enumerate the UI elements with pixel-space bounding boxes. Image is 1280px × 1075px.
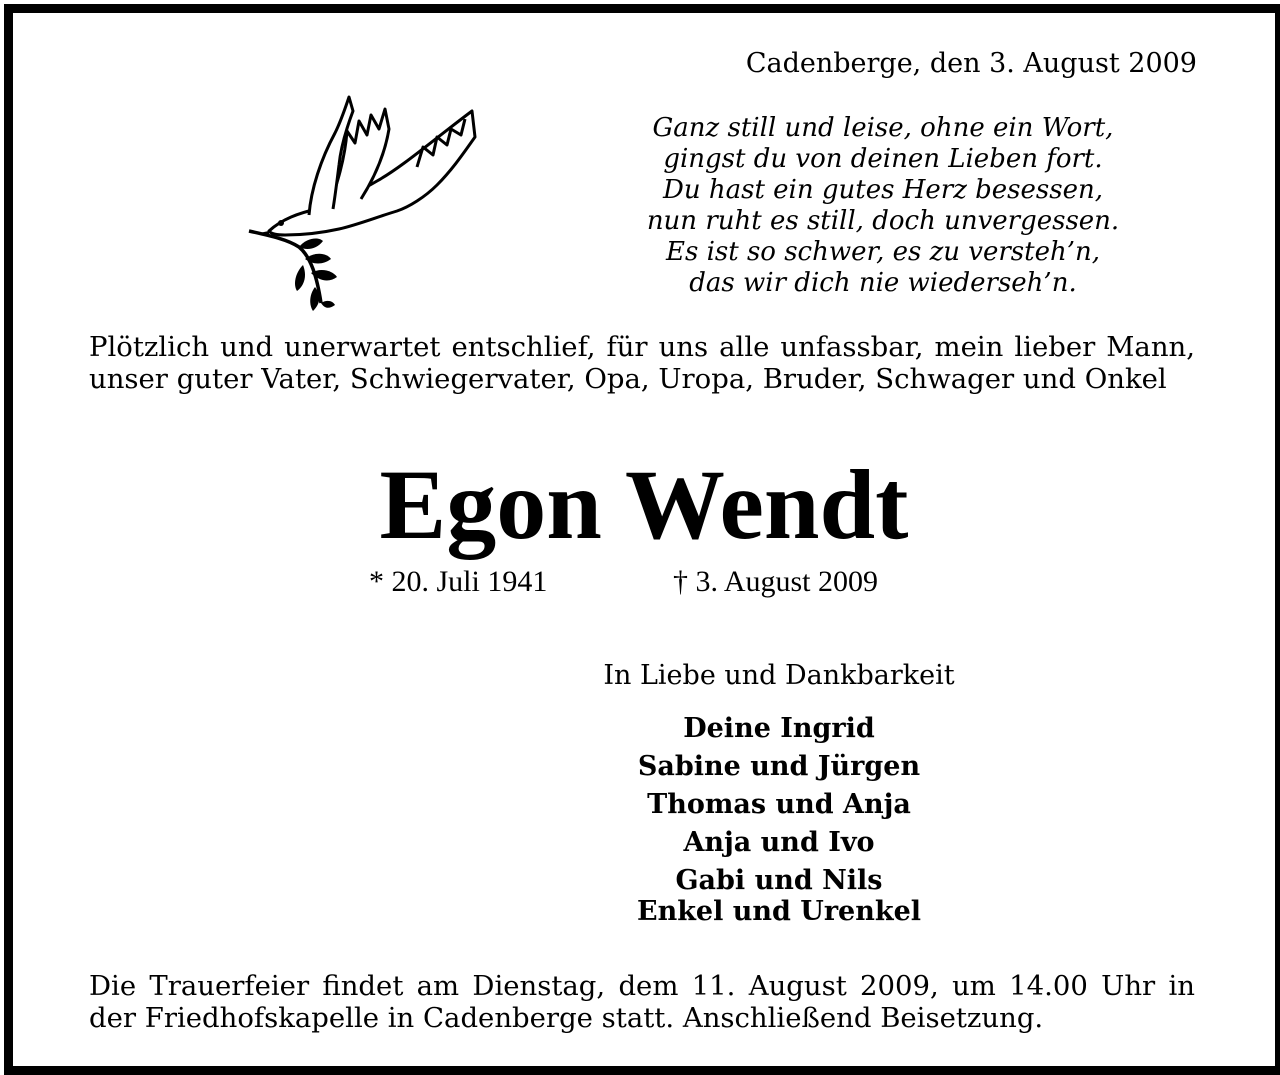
mourner: Enkel und Urenkel <box>636 896 921 927</box>
obituary-notice <box>4 4 1280 1075</box>
mourner: Sabine und Jürgen <box>637 751 921 782</box>
poem <box>613 113 1153 299</box>
poem-line: Es ist so schwer, es zu versteh’n, <box>665 237 1100 267</box>
mourner: Gabi und Nils <box>675 865 883 896</box>
dedication: In Liebe und Dankbarkeit <box>603 660 955 691</box>
intro-text: Plötzlich und unerwartet entschlief, für uns alle unfassbar, mein lieber Mann, unser guter Vater, Schwiegervater, Opa, Uropa, Bruder, Schwager und Onkel <box>89 331 1195 395</box>
place-date: Cadenberge, den 3. August 2009 <box>745 48 1197 79</box>
dove-with-olive-branch-icon <box>237 89 487 319</box>
death-date: † 3. August 2009 <box>673 565 879 598</box>
birth-date: * 20. Juli 1941 <box>369 565 548 598</box>
poem-line: gingst du von deinen Lieben fort. <box>663 144 1103 174</box>
deceased-name: Egon Wendt <box>379 449 909 560</box>
poem-line: nun ruht es still, doch unvergessen. <box>646 206 1120 236</box>
mourner: Deine Ingrid <box>683 713 875 744</box>
funeral-info: Die Trauerfeier findet am Dienstag, dem 11. August 2009, um 14.00 Uhr in der Friedhofskapelle in Cadenberge statt. Anschließend Beisetzung. <box>89 970 1195 1034</box>
poem-line: Du hast ein gutes Herz besessen, <box>663 175 1103 205</box>
poem-line: Ganz still und leise, ohne ein Wort, <box>652 113 1114 143</box>
mourner: Thomas und Anja <box>647 789 911 820</box>
mourners-list <box>579 710 979 931</box>
mourner: Anja und Ivo <box>683 827 875 858</box>
poem-line: das wir dich nie wiederseh’n. <box>689 268 1077 298</box>
